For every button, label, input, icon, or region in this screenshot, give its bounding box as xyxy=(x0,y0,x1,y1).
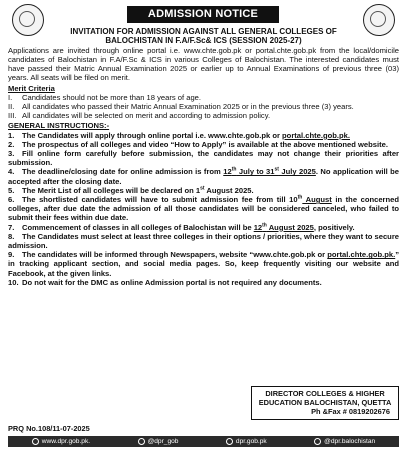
footer-facebook[interactable]: dpr.gob.pk xyxy=(226,436,267,447)
instruction-item: 7. Commencement of classes in all colleges of Balochistan will be 12th August 2025, positively. xyxy=(8,222,355,232)
merit-item: III. All candidates will be selected on merit and according to admission policy. xyxy=(8,111,271,121)
instruction-item: 9. The candidates will be informed through Newspapers, website “www.chte.gob.pk or portal.chte.gob.pk.” in tracking applicant section, and social media pages. So, keep frequently visiting our website and Facebook, at the given links. xyxy=(8,250,399,278)
merit-item: I. Candidates should not be more than 18 years of age. xyxy=(8,92,201,102)
director-line-1: DIRECTOR COLLEGES & HIGHER xyxy=(265,389,385,398)
merit-item: II. All candidates who passed their Matric Annual Examination 2025 or in the previous three (3) years. xyxy=(8,102,354,112)
footer-website[interactable]: www.dpr.gob.pk. xyxy=(32,436,90,447)
instruction-item: 8. The Candidates must select at least three colleges in their options / priorities, where they want to secure admission. xyxy=(8,231,399,251)
footer-x-handle[interactable]: @dpr_gob xyxy=(138,436,179,447)
general-instructions-title: GENERAL INSTRUCTIONS:- xyxy=(8,121,110,131)
instruction-item: 10. Do not wait for the DMC as online Admission portal is not required any documents. xyxy=(8,277,322,287)
x-icon xyxy=(138,438,145,445)
director-line-2: EDUCATION BALOCHISTAN, QUETTA xyxy=(258,398,392,407)
portal-link[interactable]: portal.chte.gob.pk. xyxy=(327,250,396,260)
instruction-item: 1. The Candidates will apply through online portal i.e. www.chte.gob.pk or portal.chte.gob.pk. xyxy=(8,130,350,140)
notice-body xyxy=(8,27,399,287)
merit-criteria-title: Merit Criteria xyxy=(8,83,55,93)
globe-icon xyxy=(32,438,39,445)
instruction-item: 3. Fill online form carefully before submission, the candidates may not change their priorities after submission. xyxy=(8,149,399,168)
instruction-item: 6. The shortlisted candidates will have to submit admission fee from till 10th August in the concerned colleges, after due date the admission of all those candidates will be considered canceled, who failed to submit their fees within due date. xyxy=(8,194,400,223)
instruction-item: 4. The deadline/closing date for online admission is from 12th July to 31st July 2025. No application will be accepted after the closing date. xyxy=(8,166,399,186)
heading-line-2: BALOCHISTAN IN F.A/F.Sc& ICS (SESSION 2025-27) xyxy=(105,36,302,46)
portal-link[interactable]: portal.chte.gob.pk. xyxy=(282,130,350,140)
facebook-icon xyxy=(226,438,233,445)
instagram-icon xyxy=(314,438,321,445)
prq-number: PRQ No.108/11-07-2025 xyxy=(8,424,90,433)
footer-bar xyxy=(8,436,399,447)
intro-paragraph: Applications are invited through online portal i.e. www.chte.gob.pk or portal.chte.gob.pk from the local/domicile candidates of Balochistan in F.A/F.Sc & ICS in various Colleges of Balochistan. The interested candidates must have passed their Matric Annual Examination 2025 or earlier up to Annual Examinations of previous three (03) years. All seats will be filed on merit. xyxy=(8,45,399,83)
director-phone: Ph &Fax # 0819202676 xyxy=(311,407,390,416)
director-signature-box xyxy=(251,386,399,420)
instruction-item: 2. The prospectus of all colleges and video “How to Apply” is available at the above mentioned website. xyxy=(8,139,388,149)
heading-line-1: INVITATION FOR ADMISSION AGAINST ALL GENERAL COLLEGES OF xyxy=(70,27,337,36)
instruction-item: 5. The Merit List of all colleges will be declared on 1st August 2025. xyxy=(8,185,254,195)
notice-title: ADMISSION NOTICE xyxy=(127,6,279,23)
footer-instagram[interactable]: @dpr.balochistan xyxy=(314,436,375,447)
